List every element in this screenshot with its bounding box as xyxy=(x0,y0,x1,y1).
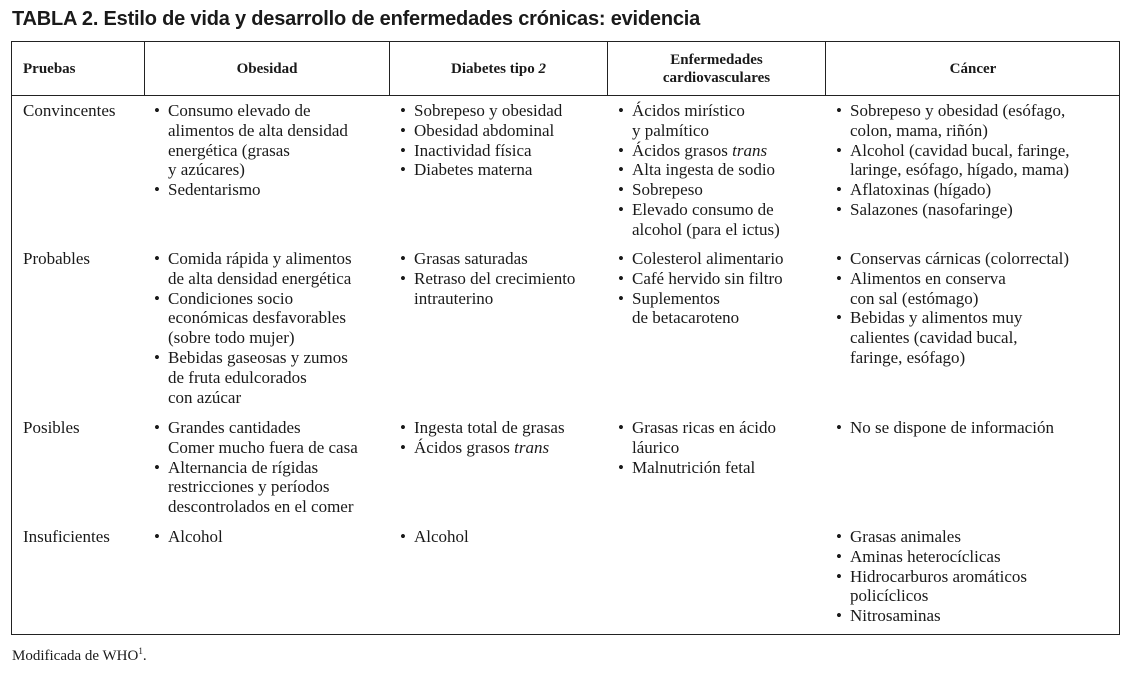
cell-cardiovasculares xyxy=(617,249,784,328)
list-item: • Aminas heterocíclicas xyxy=(835,547,1027,567)
cell-obesidad xyxy=(153,101,348,200)
list-item: • Sobrepeso y obesidad (esófago, colon, mama, riñón) xyxy=(835,101,1070,141)
list-item: • Sobrepeso xyxy=(617,180,780,200)
table-title: TABLA 2. Estilo de vida y desarrollo de enfermedades crónicas: evidencia xyxy=(12,8,701,30)
header-cardiovasculares: Enfermedades cardiovasculares xyxy=(662,51,771,86)
list-item: • Suplementos de betacaroteno xyxy=(617,289,784,329)
cell-cancer xyxy=(835,101,1070,220)
row-label: Convincentes xyxy=(23,101,116,120)
list-item: • Consumo elevado de alimentos de alta densidad energética (grasas y azúcares) xyxy=(153,101,348,180)
list-item: • Café hervido sin filtro xyxy=(617,269,784,289)
list-item: • Grandes cantidades Comer mucho fuera de casa xyxy=(153,418,358,458)
list-item: • Alcohol xyxy=(153,527,223,547)
list-item: • Conservas cárnicas (colorrectal) xyxy=(835,249,1069,269)
source-note: Modificada de WHO$^1$. xyxy=(12,646,147,664)
list-item: • Bebidas gaseosas y zumos de fruta edulcorados con azúcar xyxy=(153,348,352,407)
list-item: • Retraso del crecimiento intrauterino xyxy=(399,269,575,309)
list-item: • Alta ingesta de sodio xyxy=(617,160,780,180)
list-item: • Obesidad abdominal xyxy=(399,121,562,141)
evidence-table xyxy=(11,41,1120,635)
row-label: Insuficientes xyxy=(23,527,110,546)
list-item: • Diabetes materna xyxy=(399,160,562,180)
header-obesidad: Obesidad xyxy=(236,60,298,77)
list-item: • Alternancia de rígidas restricciones y períodos descontrolados en el comer xyxy=(153,458,358,517)
cell-diabetes xyxy=(399,418,565,458)
header-diabetes: Diabetes tipo 2 xyxy=(451,60,546,77)
list-item: • Alcohol xyxy=(399,527,469,547)
cell-obesidad xyxy=(153,527,223,547)
list-item: • Ácidos mirístico y palmítico xyxy=(617,101,780,141)
header-cancer: Cáncer xyxy=(949,60,997,77)
cell-diabetes xyxy=(399,527,469,547)
list-item: • Aflatoxinas (hígado) xyxy=(835,180,1070,200)
cell-diabetes xyxy=(399,249,575,308)
list-item: • Malnutrición fetal xyxy=(617,458,776,478)
row-label: Probables xyxy=(23,249,91,268)
list-item: • Sobrepeso y obesidad xyxy=(399,101,562,121)
cell-obesidad xyxy=(153,249,352,407)
list-item: • Elevado consumo de alcohol (para el ictus) xyxy=(617,200,780,240)
list-item: • Grasas ricas en ácido láurico xyxy=(617,418,776,458)
list-item: • No se dispone de información xyxy=(835,418,1054,438)
list-item: • Salazones (nasofaringe) xyxy=(835,200,1070,220)
list-item: • Hidrocarburos aromáticos policíclicos xyxy=(835,567,1027,607)
list-item: • Grasas animales xyxy=(835,527,1027,547)
cell-cardiovasculares xyxy=(617,101,780,240)
row-label: Posibles xyxy=(23,418,80,437)
cell-diabetes xyxy=(399,101,562,180)
cell-cancer xyxy=(835,249,1069,368)
list-item: • Alimentos en conserva con sal (estómago) xyxy=(835,269,1069,309)
list-item: • Ingesta total de grasas xyxy=(399,418,565,438)
cell-cardiovasculares xyxy=(617,418,776,477)
list-item: • Condiciones socio económicas desfavorables (sobre todo mujer) xyxy=(153,289,352,348)
list-item: • Ácidos grasos trans xyxy=(399,438,565,458)
cell-cancer xyxy=(835,418,1054,438)
list-item: • Comida rápida y alimentos de alta densidad energética xyxy=(153,249,352,289)
list-item: • Inactividad física xyxy=(399,141,562,161)
list-item: • Ácidos grasos trans xyxy=(617,141,780,161)
table-header xyxy=(12,42,1119,96)
list-item: • Colesterol alimentario xyxy=(617,249,784,269)
cell-obesidad xyxy=(153,418,358,517)
list-item: • Bebidas y alimentos muy calientes (cavidad bucal, faringe, esófago) xyxy=(835,308,1069,367)
list-item: • Nitrosaminas xyxy=(835,606,1027,626)
cell-cancer xyxy=(835,527,1027,626)
list-item: • Grasas saturadas xyxy=(399,249,575,269)
header-pruebas: Pruebas xyxy=(23,60,76,77)
list-item: • Alcohol (cavidad bucal, faringe, laringe, esófago, hígado, mama) xyxy=(835,141,1070,181)
list-item: • Sedentarismo xyxy=(153,180,348,200)
